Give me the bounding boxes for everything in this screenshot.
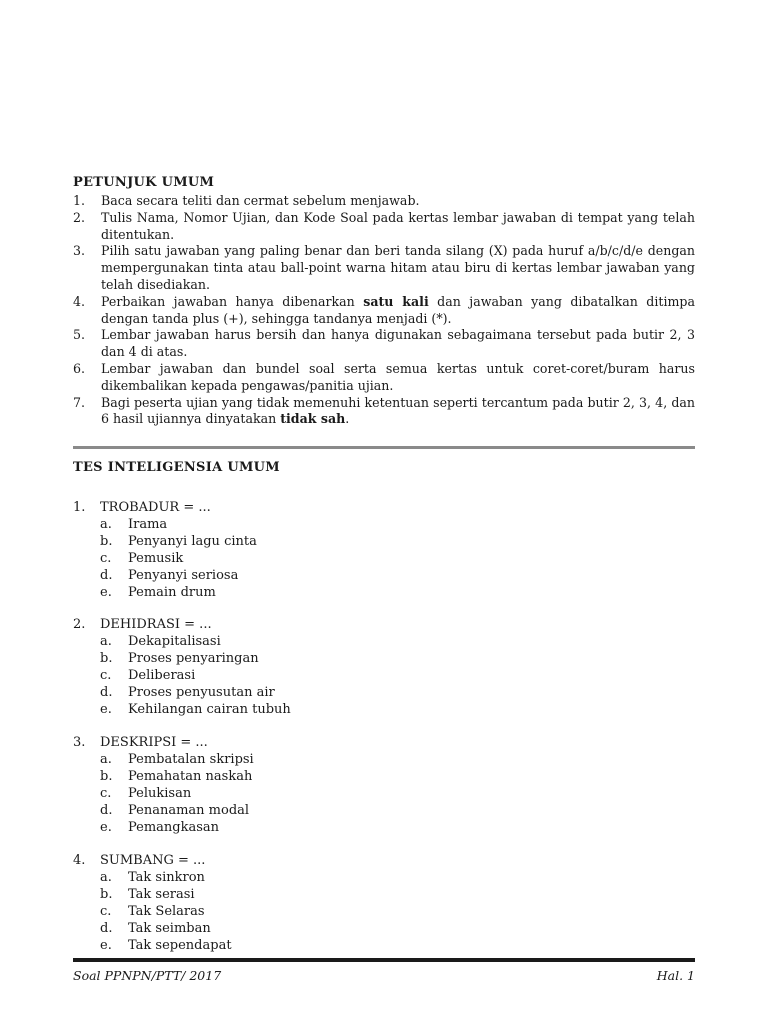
- option-letter: b.: [100, 651, 113, 666]
- answer-option: [73, 768, 695, 785]
- question-stem: [73, 734, 695, 751]
- instruction-bold-text: tidak sah: [280, 411, 346, 427]
- question-block: [73, 852, 695, 954]
- instruction-number: 4.: [73, 293, 86, 309]
- question-stem: [73, 616, 695, 633]
- option-letter: d.: [100, 921, 113, 936]
- instruction-number: 6.: [73, 360, 86, 376]
- instruction-text: Lembar jawaban dan bundel soal serta semua kertas untuk coret-coret/buram harus dikembalikan kepada pengawas/panitia ujian.: [101, 360, 695, 393]
- option-letter: d.: [100, 568, 113, 583]
- option-letter: e.: [100, 702, 112, 717]
- footer-document-title: Soal PPNPN/PTT/ 2017: [73, 968, 222, 983]
- option-text: Penyanyi lagu cinta: [128, 534, 257, 549]
- option-text: Kehilangan cairan tubuh: [128, 702, 291, 717]
- answer-option: [73, 701, 695, 718]
- option-text: Penanaman modal: [128, 803, 250, 818]
- option-letter: b.: [100, 887, 113, 902]
- option-text: Pemain drum: [128, 585, 216, 600]
- answer-option: [73, 886, 695, 903]
- instruction-item: [73, 395, 695, 429]
- option-text: Proses penyaringan: [128, 651, 259, 666]
- option-text: Tak sinkron: [128, 870, 205, 885]
- footer-page-number: Hal. 1: [656, 968, 695, 983]
- page-footer: [73, 968, 695, 983]
- question-text: TROBADUR = ...: [100, 500, 211, 515]
- instruction-text: [101, 294, 695, 326]
- option-text: Pemusik: [128, 551, 184, 566]
- instruction-item: [73, 361, 695, 395]
- option-letter: a.: [100, 752, 112, 767]
- section-divider: [73, 446, 695, 449]
- question-text: DEHIDRASI = ...: [100, 617, 212, 632]
- option-letter: d.: [100, 685, 113, 700]
- option-letter: b.: [100, 769, 113, 784]
- test-section-heading: TES INTELIGENSIA UMUM: [73, 460, 280, 475]
- question-block: [73, 734, 695, 836]
- question-number: 2.: [73, 617, 86, 632]
- answer-option: [73, 650, 695, 667]
- instruction-number: 1.: [73, 193, 86, 208]
- question-number: 3.: [73, 735, 86, 750]
- general-instructions-heading: PETUNJUK UMUM: [73, 175, 215, 190]
- instruction-item: [73, 210, 695, 244]
- footer-divider: [73, 958, 695, 962]
- instruction-number: 7.: [73, 394, 86, 410]
- instruction-text-part: Bagi peserta ujian yang tidak memenuhi ketentuan seperti tercantum pada butir 2, 3, 4, dan 6 hasil ujiannya dinyatakan: [101, 394, 695, 427]
- answer-option: [73, 751, 695, 768]
- option-text: Tak sependapat: [128, 938, 232, 953]
- answer-option: [73, 903, 695, 920]
- option-text: Tak Selaras: [128, 904, 205, 919]
- general-instructions-list: [73, 193, 695, 428]
- question-number: 4.: [73, 853, 86, 868]
- option-text: Irama: [128, 517, 168, 532]
- answer-option: [73, 684, 695, 701]
- answer-option: [73, 533, 695, 550]
- answer-option: [73, 869, 695, 886]
- option-text: Dekapitalisasi: [128, 634, 221, 649]
- answer-option: [73, 920, 695, 937]
- option-text: Penyanyi seriosa: [128, 568, 239, 583]
- question-number: 1.: [73, 500, 86, 515]
- instruction-text: Lembar jawaban harus bersih dan hanya digunakan sebagaimana tersebut pada butir 2, 3 dan 4 di atas.: [101, 327, 695, 360]
- instruction-bold-text: satu kali: [363, 293, 429, 309]
- option-text: Pembatalan skripsi: [128, 752, 254, 767]
- document-page: [73, 0, 695, 1024]
- question-block: [73, 499, 695, 601]
- answer-option: [73, 667, 695, 684]
- option-text: Tak serasi: [128, 887, 195, 902]
- instruction-text: Tulis Nama, Nomor Ujian, dan Kode Soal pada kertas lembar jawaban di tempat yang telah ditentukan.: [101, 209, 695, 242]
- option-letter: c.: [100, 786, 112, 801]
- answer-option: [73, 516, 695, 533]
- answer-option: [73, 567, 695, 584]
- option-text: Pemahatan naskah: [128, 769, 253, 784]
- option-letter: c.: [100, 551, 112, 566]
- instruction-item: [73, 193, 695, 210]
- option-letter: c.: [100, 904, 112, 919]
- instruction-text-part: .: [345, 411, 350, 427]
- option-letter: b.: [100, 534, 113, 549]
- option-letter: e.: [100, 820, 112, 835]
- answer-option: [73, 937, 695, 954]
- question-stem: [73, 852, 695, 869]
- answer-option: [73, 785, 695, 802]
- option-letter: a.: [100, 634, 112, 649]
- option-text: Proses penyusutan air: [128, 685, 275, 700]
- option-letter: a.: [100, 517, 112, 532]
- question-text: DESKRIPSI = ...: [100, 735, 208, 750]
- question-stem: [73, 499, 695, 516]
- instruction-text: [101, 395, 695, 427]
- instruction-number: 3.: [73, 243, 86, 259]
- instruction-number: 2.: [73, 209, 86, 225]
- answer-option: [73, 802, 695, 819]
- instruction-item: [73, 294, 695, 328]
- instruction-number: 5.: [73, 327, 86, 343]
- instruction-text: Baca secara teliti dan cermat sebelum menjawab.: [101, 193, 420, 208]
- answer-option: [73, 633, 695, 650]
- option-letter: c.: [100, 668, 112, 683]
- option-text: Pemangkasan: [128, 820, 220, 835]
- question-block: [73, 616, 695, 718]
- instruction-item: [73, 327, 695, 361]
- option-letter: d.: [100, 803, 113, 818]
- option-letter: e.: [100, 585, 112, 600]
- question-text: SUMBANG = ...: [100, 853, 206, 868]
- instruction-item: [73, 243, 695, 293]
- option-letter: e.: [100, 938, 112, 953]
- answer-option: [73, 550, 695, 567]
- option-letter: a.: [100, 870, 112, 885]
- instruction-text-part: Perbaikan jawaban hanya dibenarkan: [101, 293, 364, 309]
- option-text: Pelukisan: [128, 786, 192, 801]
- option-text: Deliberasi: [128, 668, 196, 683]
- instruction-text: Pilih satu jawaban yang paling benar dan beri tanda silang (X) pada huruf a/b/c/d/e dengan mempergunakan tinta atau ball-point warna hitam atau biru di kertas lembar jawaban yang telah disediakan.: [101, 243, 695, 292]
- option-text: Tak seimban: [128, 921, 211, 936]
- instruction-text-part: dan jawaban yang dibatalkan ditimpa dengan tanda plus (+), sehingga tandanya menjadi (*).: [101, 293, 695, 326]
- answer-option: [73, 819, 695, 836]
- answer-option: [73, 584, 695, 601]
